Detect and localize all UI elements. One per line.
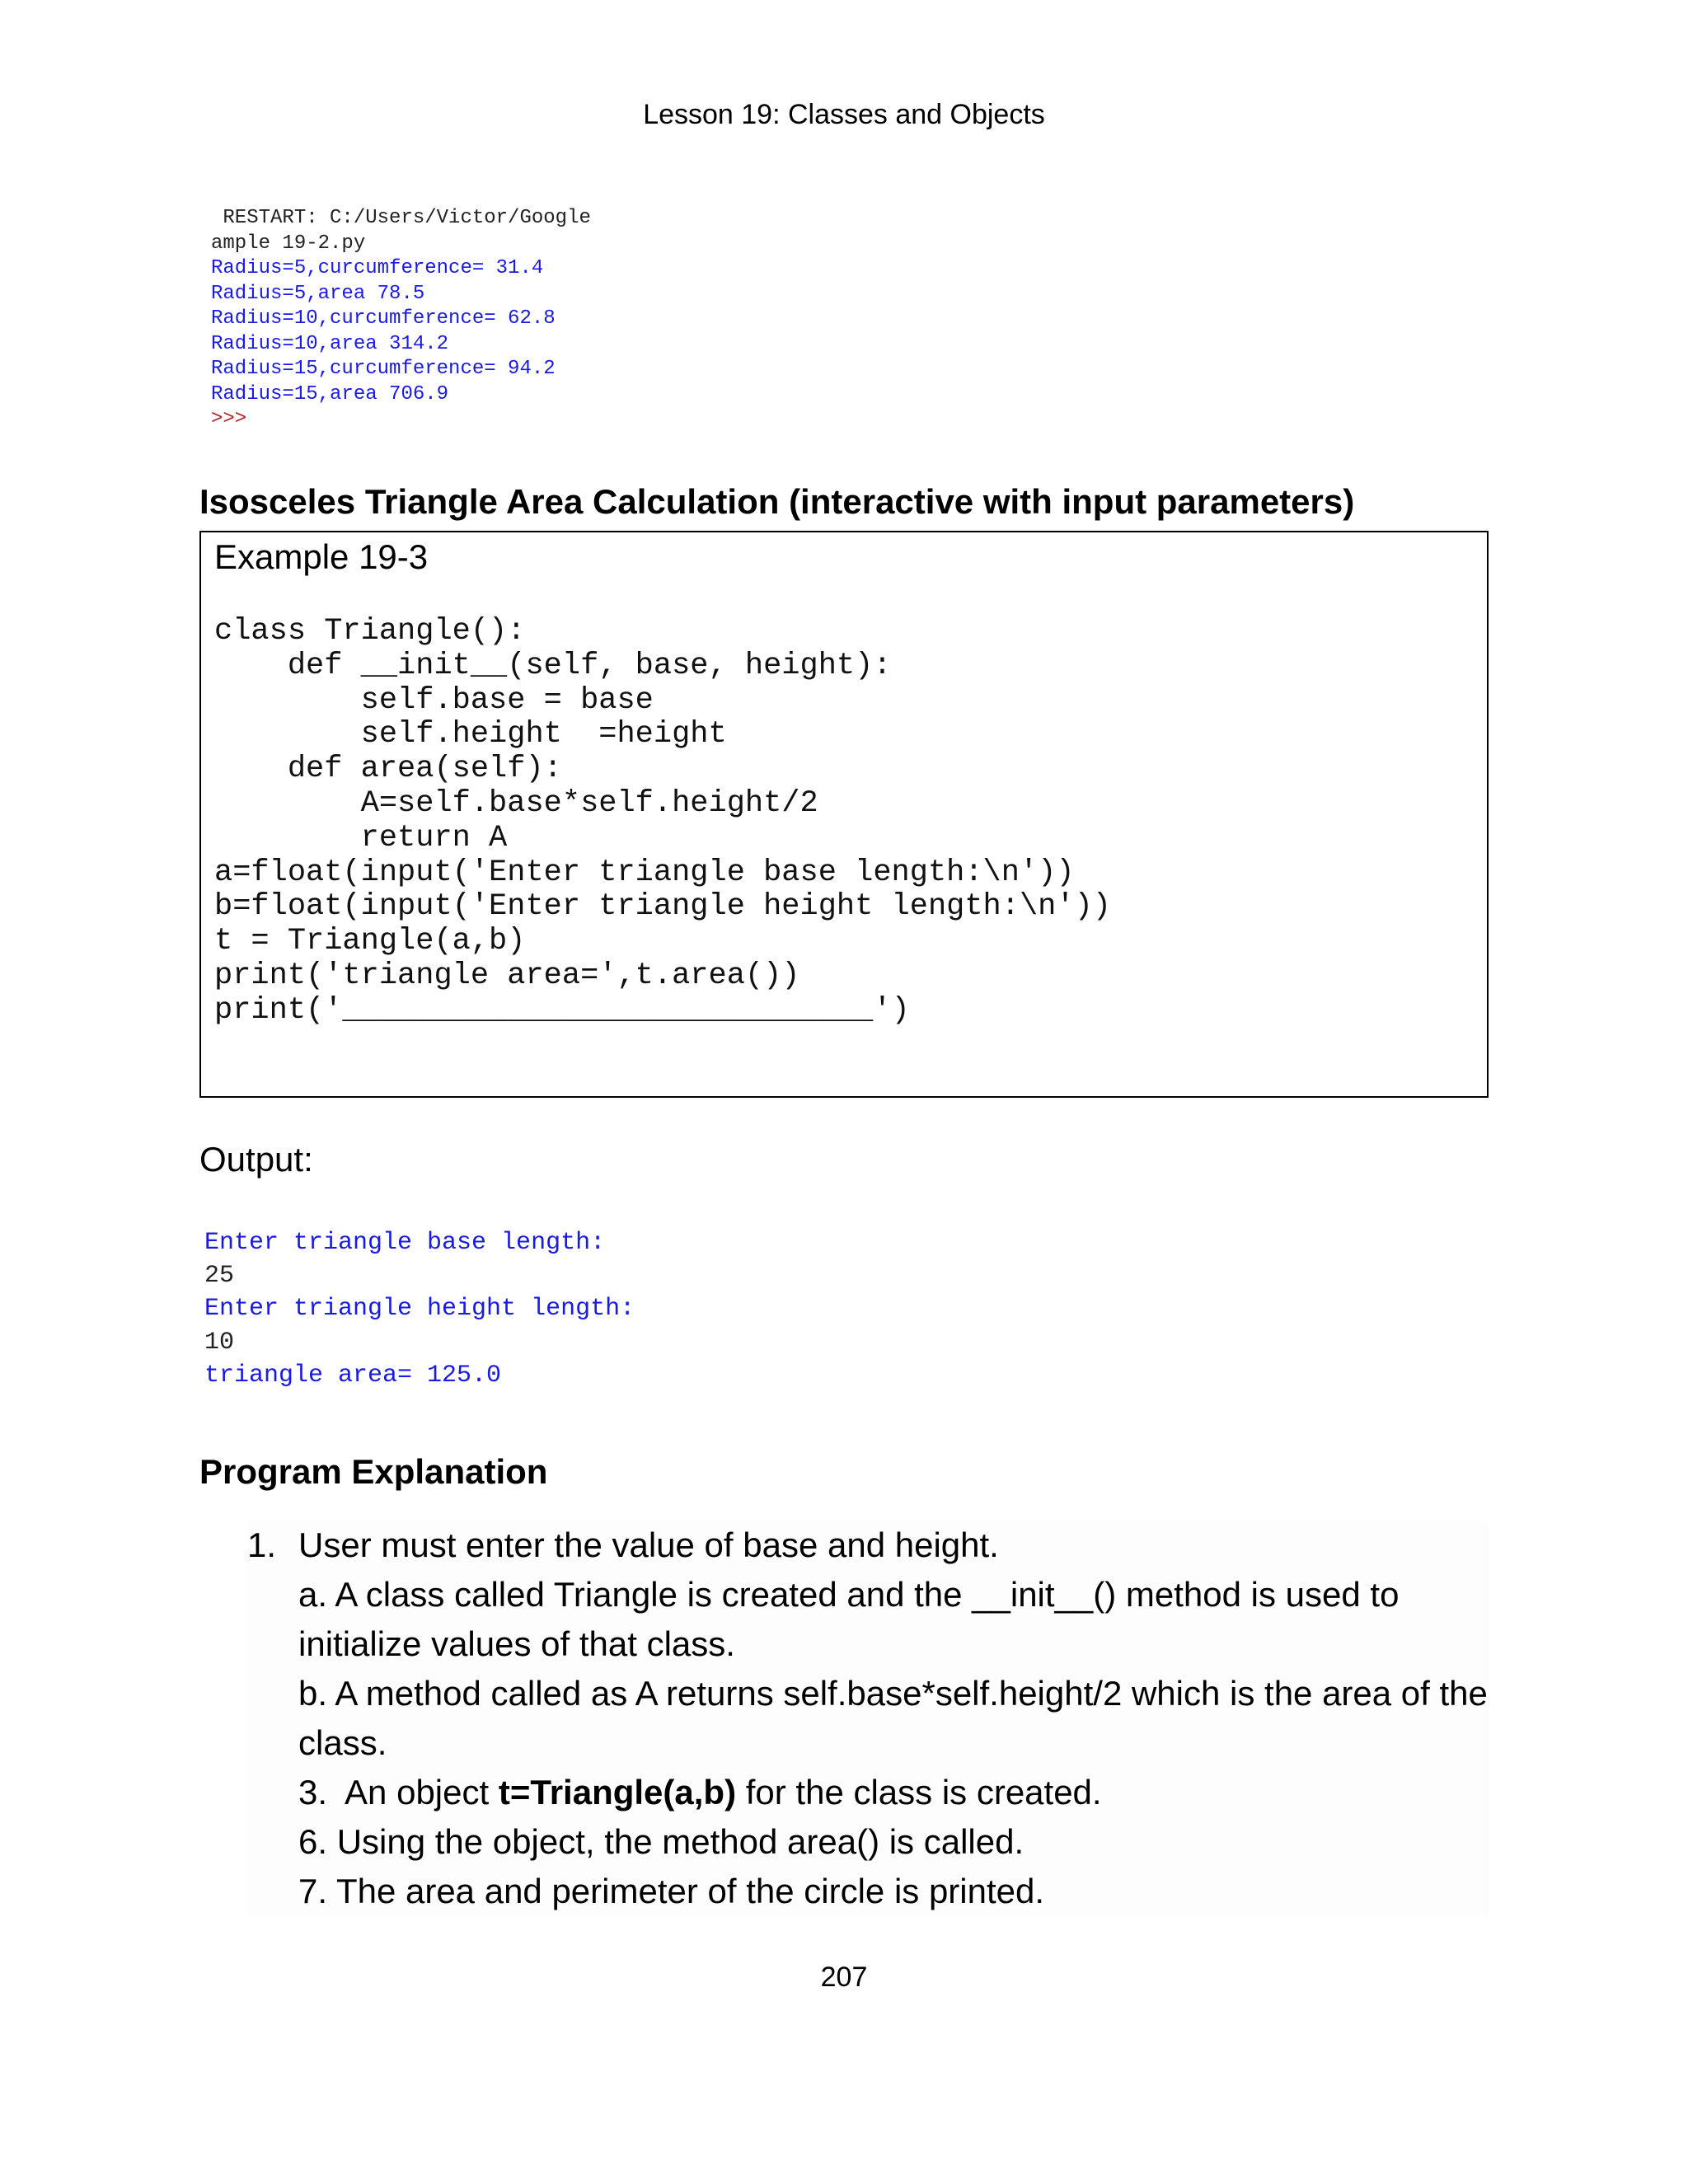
- explanation-line-4: [298, 1768, 1489, 1817]
- explanation-line-4-pre: 3. An object: [298, 1773, 499, 1811]
- shell-line: Enter triangle base length:: [204, 1229, 606, 1257]
- page-number: 207: [820, 1961, 868, 1993]
- shell-line: >>>: [211, 408, 247, 430]
- shell-line: Radius=5,area 78.5: [211, 282, 425, 305]
- shell-line: Radius=10,curcumference= 62.8: [211, 307, 556, 330]
- explanation-line-6: 7. The area and perimeter of the circle is printed.: [298, 1872, 1045, 1910]
- explanation-line-4-post: for the class is created.: [736, 1773, 1102, 1811]
- output-label: Output:: [199, 1140, 313, 1179]
- example-code-box: [199, 531, 1489, 1098]
- explanation-list: [247, 1521, 1489, 1916]
- shell-line: 10: [204, 1328, 235, 1357]
- shell-line: 25: [204, 1262, 235, 1291]
- shell-line: Enter triangle height length:: [204, 1295, 635, 1324]
- explanation-line-4-bold: t=Triangle(a,b): [498, 1773, 737, 1811]
- shell-line: triangle area= 125.0: [204, 1361, 502, 1390]
- explanation-line-5: 6. Using the object, the method area() is called.: [298, 1822, 1025, 1861]
- example-label: Example 19-3: [214, 537, 429, 576]
- shell-line: Radius=10,area 314.2: [211, 332, 449, 355]
- explanation-line-1: User must enter the value of base and height.: [298, 1526, 999, 1564]
- shell-line: Radius=15,curcumference= 94.2: [211, 358, 556, 380]
- explanation-line-2: a. A class called Triangle is created and the __init__() method is used to initialize values of that class.: [298, 1575, 1400, 1663]
- shell-line: Radius=5,curcumference= 31.4: [211, 257, 544, 279]
- shell-output-2: [204, 1226, 635, 1392]
- section-title-explanation: Program Explanation: [199, 1452, 548, 1491]
- code-block: class Triangle(): def __init__(self, base, height): self.base = base self.height =height def area(self): A=self.base*self.height/2 return A a=float(input('Enter triangle base length:\n')) b=float(input('Enter triangle height length:\n')) t = Triangle(a,b) print('triangle area=',t.area()) print('_____________________________'): [214, 614, 1111, 1028]
- shell-output-1: [211, 206, 591, 433]
- shell-line: Radius=15,area 706.9: [211, 382, 449, 405]
- shell-line: ample 19-2.py: [211, 232, 366, 255]
- explanation-line-3: b. A method called as A returns self.base*self.height/2 which is the area of the class.: [298, 1674, 1488, 1762]
- shell-line: RESTART: C:/Users/Victor/Google: [211, 207, 591, 229]
- list-number: 1.: [247, 1526, 277, 1564]
- section-title-triangle: Isosceles Triangle Area Calculation (interactive with input parameters): [199, 482, 1355, 521]
- page-header: Lesson 19: Classes and Objects: [643, 99, 1045, 130]
